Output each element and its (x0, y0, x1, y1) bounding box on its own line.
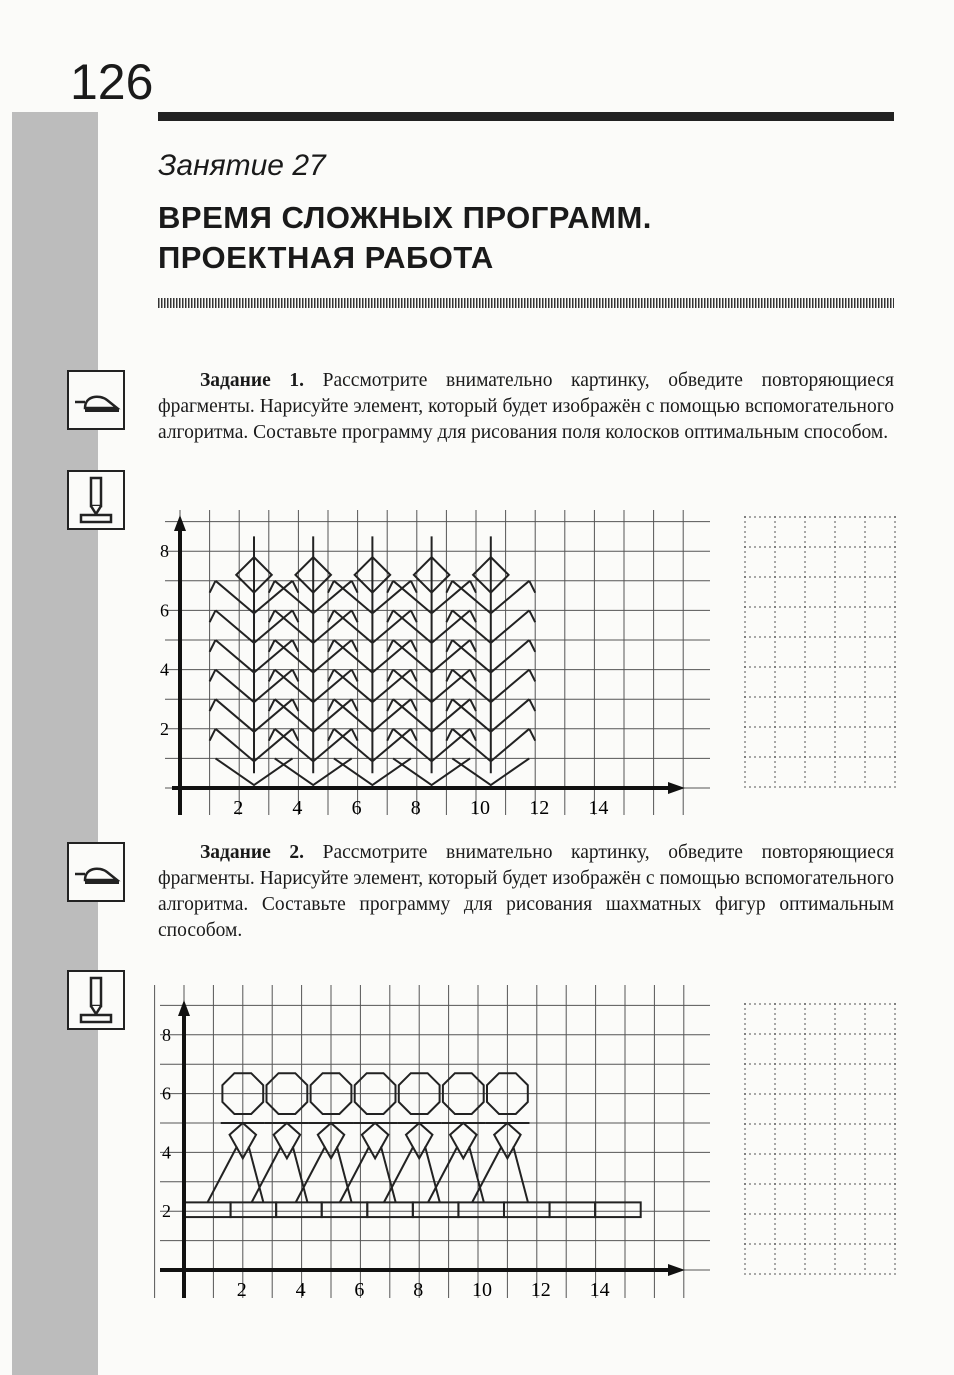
y-tick-label: 4 (162, 1142, 171, 1163)
task-1-answer-grid[interactable] (744, 516, 896, 788)
chess-piece (384, 1073, 441, 1202)
y-tick-label: 4 (160, 659, 169, 680)
y-tick-label: 6 (160, 600, 169, 621)
x-tick-label: 14 (589, 1279, 610, 1301)
y-tick-label: 8 (162, 1024, 171, 1045)
x-tick-label: 10 (470, 797, 490, 819)
page-title (158, 198, 652, 278)
task-1-label: Задание 1. (200, 370, 305, 391)
base-block (504, 1202, 550, 1217)
y-tick-label: 8 (160, 541, 169, 562)
chess-piece (428, 1073, 485, 1202)
mouse-icon (67, 370, 125, 430)
chess-piece (252, 1073, 309, 1202)
pencil-icon (67, 970, 125, 1030)
task-1-body: Рассмотрите внимательно картинку, обведите повторяющиеся фрагменты. Нарисуйте элемент, который будет изображён с помощью вспомогательного алгоритма. Составьте программу для рисования поля колосков оптимальным способом. (158, 370, 894, 443)
task-2-grid (150, 980, 720, 1305)
base-block (276, 1202, 322, 1217)
y-tick-label: 6 (162, 1083, 171, 1104)
x-tick-label: 2 (233, 797, 244, 819)
lesson-title: Занятие 27 (158, 149, 326, 182)
x-tick-label: 4 (292, 797, 303, 819)
wheat-ear (328, 536, 417, 785)
x-tick-label: 14 (588, 797, 609, 819)
chess-piece (208, 1073, 265, 1202)
mouse-icon (67, 842, 125, 902)
task-2-text (158, 840, 894, 944)
chess-piece (472, 1073, 529, 1202)
wheat-ear (269, 536, 358, 785)
task-2-body: Рассмотрите внимательно картинку, обведите повторяющиеся фрагменты. Нарисуйте элемент, который будет изображён с помощью вспомогательного алгоритма. Составьте программу для рисования шахматных фигур оптимальным способом. (158, 842, 894, 941)
base-block (595, 1202, 641, 1217)
base-block (231, 1202, 277, 1217)
title-line-1: ВРЕМЯ СЛОЖНЫХ ПРОГРАММ. (158, 200, 652, 235)
x-tick-label: 8 (410, 797, 421, 819)
x-tick-label: 12 (529, 797, 550, 819)
x-tick-label: 12 (530, 1279, 551, 1301)
margin-strip (12, 112, 98, 1375)
base-block (185, 1202, 231, 1217)
base-block (458, 1202, 504, 1217)
y-tick-label: 2 (160, 718, 169, 739)
chess-piece (296, 1073, 353, 1202)
base-block (550, 1202, 596, 1217)
task-1-text (158, 368, 894, 446)
chess-piece (340, 1073, 397, 1202)
x-tick-label: 4 (295, 1279, 306, 1301)
y-tick-label: 2 (162, 1201, 171, 1222)
dotted-rule (158, 298, 894, 308)
wheat-ear (446, 536, 535, 785)
x-tick-label: 8 (413, 1279, 424, 1301)
pencil-icon (67, 470, 125, 530)
wheat-ear (387, 536, 476, 785)
x-tick-label: 6 (351, 797, 362, 819)
wheat-ear (210, 536, 299, 785)
top-rule (158, 112, 894, 121)
task-2-answer-grid[interactable] (744, 1003, 896, 1275)
x-tick-label: 6 (354, 1279, 365, 1301)
task-1-grid (150, 505, 720, 825)
x-tick-label: 10 (472, 1279, 492, 1301)
x-tick-label: 2 (236, 1279, 247, 1301)
page-number: 126 (70, 54, 154, 110)
title-line-2: ПРОЕКТНАЯ РАБОТА (158, 240, 494, 275)
task-2-label: Задание 2. (200, 842, 305, 863)
